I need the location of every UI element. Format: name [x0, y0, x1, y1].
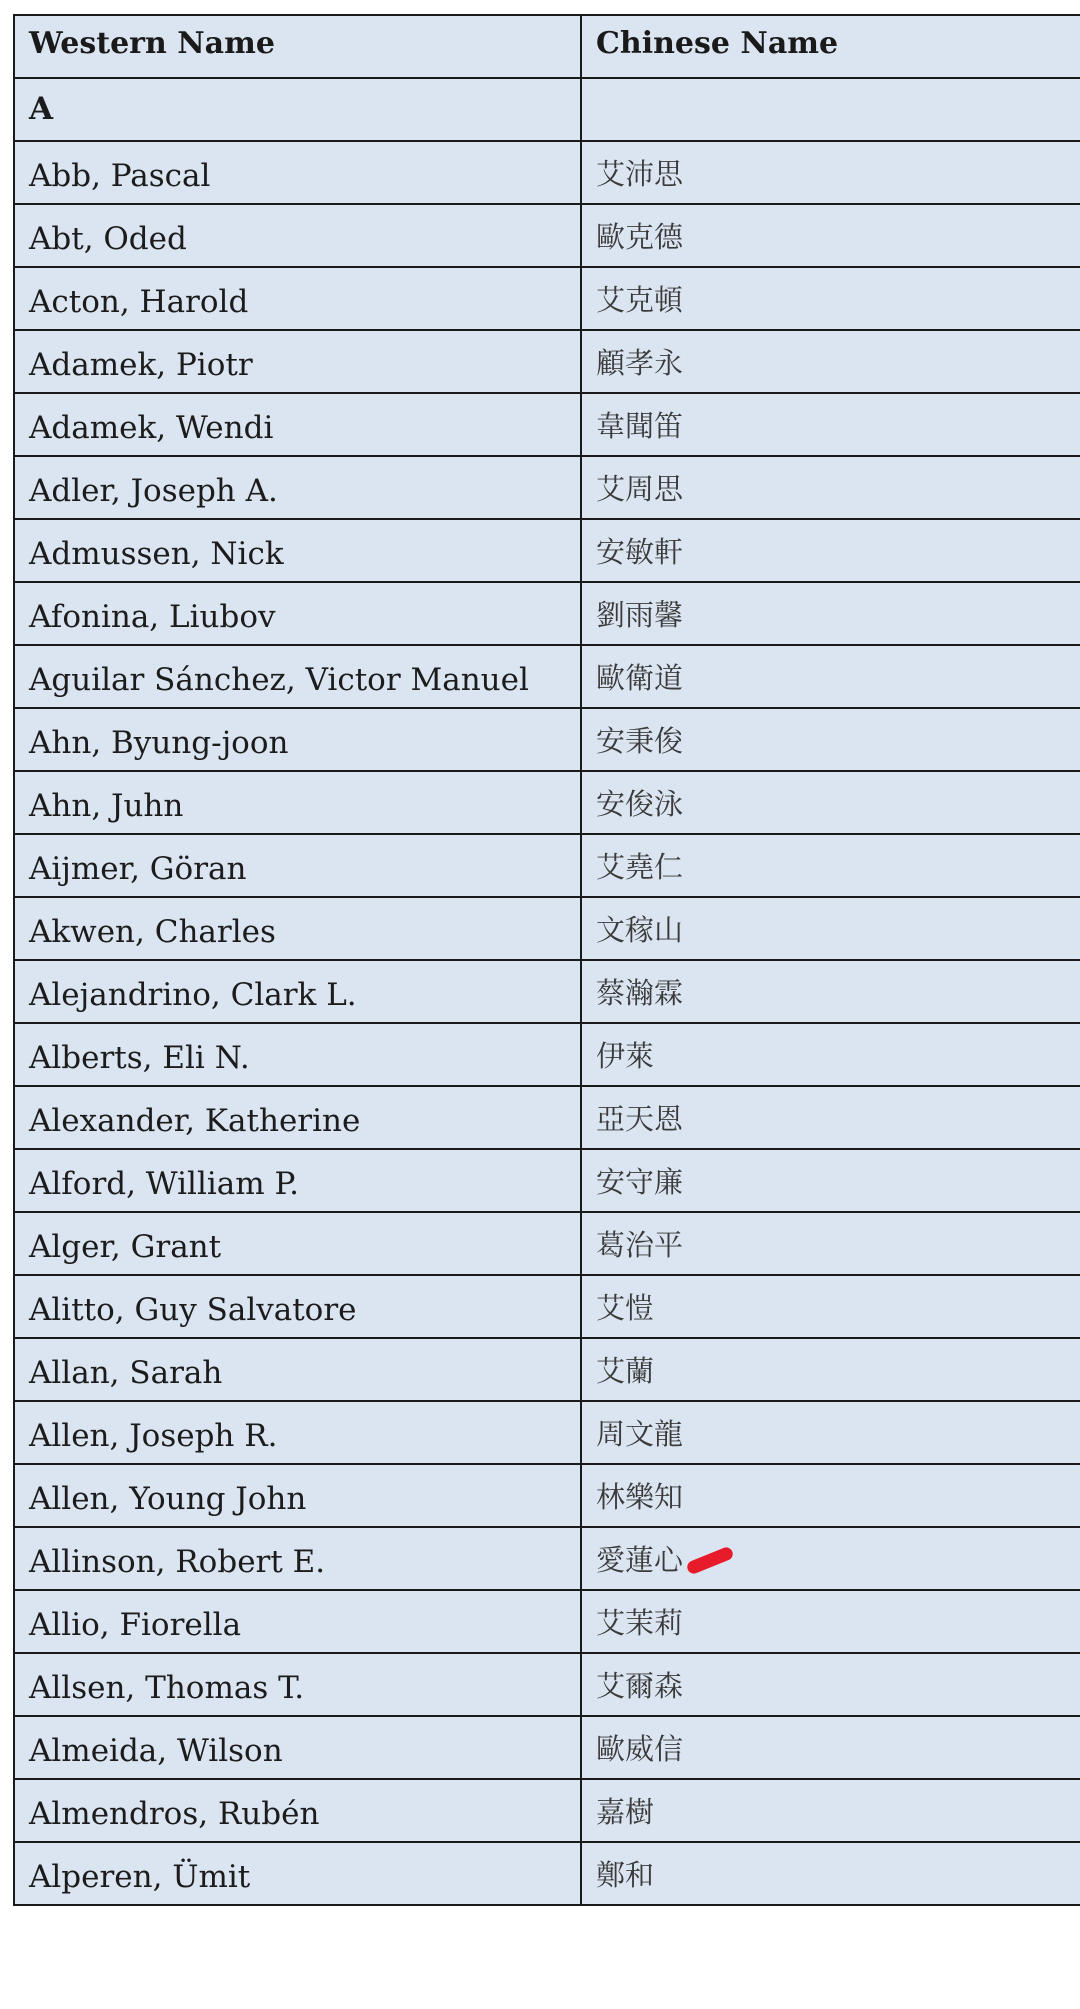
chinese-name-cell: [581, 834, 1080, 897]
western-name-cell: Alejandrino, Clark L.: [14, 960, 581, 1023]
table-row: [14, 582, 1080, 645]
table-row: [14, 141, 1080, 204]
chinese-name-cell: [581, 645, 1080, 708]
western-name-cell: Allsen, Thomas T.: [14, 1653, 581, 1716]
chinese-name-text: 艾茉莉: [596, 1606, 684, 1640]
table-row: [14, 393, 1080, 456]
western-name-cell: Abt, Oded: [14, 204, 581, 267]
table-row: [14, 1086, 1080, 1149]
chinese-name-cell: [581, 204, 1080, 267]
western-name-cell: Allan, Sarah: [14, 1338, 581, 1401]
chinese-name-text: 葛治平: [596, 1228, 684, 1262]
chinese-name-text: 艾克頓: [596, 283, 684, 317]
table-row: [14, 330, 1080, 393]
chinese-name-text: 劉雨馨: [596, 598, 684, 632]
table-row: [14, 1590, 1080, 1653]
western-name-cell: Ahn, Byung-joon: [14, 708, 581, 771]
western-name-cell: Alitto, Guy Salvatore: [14, 1275, 581, 1338]
table-row: [14, 1401, 1080, 1464]
chinese-name-text: 艾爾森: [596, 1669, 684, 1703]
table-row: [14, 1527, 1080, 1590]
chinese-name-text: 顧孝永: [596, 346, 684, 380]
table-row: [14, 771, 1080, 834]
western-name-cell: Alger, Grant: [14, 1212, 581, 1275]
table-row: [14, 204, 1080, 267]
table-row: [14, 1653, 1080, 1716]
table-row: [14, 1842, 1080, 1905]
western-name-cell: Admussen, Nick: [14, 519, 581, 582]
western-name-cell: Alexander, Katherine: [14, 1086, 581, 1149]
chinese-name-cell: [581, 1527, 1080, 1590]
chinese-name-text: 安敏軒: [596, 535, 684, 569]
chinese-name-cell: [581, 771, 1080, 834]
table-row: [14, 1779, 1080, 1842]
table-viewport: [0, 14, 1080, 1984]
western-name-cell: Adamek, Piotr: [14, 330, 581, 393]
chinese-name-text: 歐衛道: [596, 661, 684, 695]
red-highlight-mark: [685, 1545, 734, 1575]
chinese-name-text: 艾愷: [596, 1291, 655, 1325]
chinese-name-text: 艾沛思: [596, 157, 684, 191]
western-name-cell: Alberts, Eli N.: [14, 1023, 581, 1086]
chinese-name-text: 蔡瀚霖: [596, 976, 684, 1010]
header-chinese-name: Chinese Name: [581, 15, 1080, 78]
western-name-cell: Almendros, Rubén: [14, 1779, 581, 1842]
chinese-name-cell: [581, 897, 1080, 960]
table-row: [14, 456, 1080, 519]
western-name-cell: Akwen, Charles: [14, 897, 581, 960]
chinese-name-text: 文稼山: [596, 913, 684, 947]
chinese-name-cell: [581, 141, 1080, 204]
header-row: [14, 15, 1080, 78]
table-row: [14, 708, 1080, 771]
chinese-name-text: 艾堯仁: [596, 850, 684, 884]
western-name-cell: Aguilar Sánchez, Victor Manuel: [14, 645, 581, 708]
table-row: [14, 834, 1080, 897]
chinese-name-cell: [581, 1023, 1080, 1086]
chinese-name-cell: [581, 1779, 1080, 1842]
chinese-name-text: 鄭和: [596, 1858, 655, 1892]
chinese-name-text: 韋聞笛: [596, 409, 684, 443]
western-name-cell: Abb, Pascal: [14, 141, 581, 204]
chinese-name-cell: [581, 519, 1080, 582]
western-name-cell: Allio, Fiorella: [14, 1590, 581, 1653]
chinese-name-text: 歐威信: [596, 1732, 684, 1766]
section-row: [14, 78, 1080, 141]
table-body: [14, 78, 1080, 1905]
chinese-name-cell: [581, 1275, 1080, 1338]
chinese-name-cell: [581, 1590, 1080, 1653]
western-name-cell: Acton, Harold: [14, 267, 581, 330]
chinese-name-text: 艾蘭: [596, 1354, 655, 1388]
chinese-name-text: 艾周思: [596, 472, 684, 506]
table-row: [14, 1212, 1080, 1275]
chinese-name-cell: [581, 708, 1080, 771]
western-name-cell: Almeida, Wilson: [14, 1716, 581, 1779]
section-letter: A: [14, 78, 581, 141]
table-row: [14, 519, 1080, 582]
table-row: [14, 1023, 1080, 1086]
chinese-name-text: 周文龍: [596, 1417, 684, 1451]
chinese-name-cell: [581, 456, 1080, 519]
chinese-name-cell: [581, 1086, 1080, 1149]
chinese-name-text: 歐克德: [596, 220, 684, 254]
chinese-name-cell: [581, 267, 1080, 330]
chinese-name-text: 嘉樹: [596, 1795, 655, 1829]
western-name-cell: Afonina, Liubov: [14, 582, 581, 645]
western-name-cell: Allinson, Robert E.: [14, 1527, 581, 1590]
chinese-name-cell: [581, 1401, 1080, 1464]
chinese-name-text: 亞天恩: [596, 1102, 684, 1136]
table-row: [14, 645, 1080, 708]
western-name-cell: Aijmer, Göran: [14, 834, 581, 897]
chinese-name-text: 愛蓮心: [596, 1543, 684, 1577]
western-name-cell: Ahn, Juhn: [14, 771, 581, 834]
table-row: [14, 1464, 1080, 1527]
table-row: [14, 897, 1080, 960]
chinese-name-text: 安俊泳: [596, 787, 684, 821]
table-row: [14, 1149, 1080, 1212]
chinese-name-cell: [581, 1338, 1080, 1401]
table-row: [14, 960, 1080, 1023]
western-name-cell: Allen, Young John: [14, 1464, 581, 1527]
chinese-name-text: 安秉俊: [596, 724, 684, 758]
chinese-name-text: 安守廉: [596, 1165, 684, 1199]
chinese-name-cell: [581, 582, 1080, 645]
chinese-name-cell: [581, 393, 1080, 456]
western-name-cell: Allen, Joseph R.: [14, 1401, 581, 1464]
chinese-name-cell: [581, 1464, 1080, 1527]
western-name-cell: Alford, William P.: [14, 1149, 581, 1212]
chinese-name-cell: [581, 1653, 1080, 1716]
chinese-name-text: 伊萊: [596, 1039, 655, 1073]
chinese-name-cell: [581, 1212, 1080, 1275]
chinese-name-cell: [581, 330, 1080, 393]
western-name-cell: Alperen, Ümit: [14, 1842, 581, 1905]
chinese-name-text: 林樂知: [596, 1480, 684, 1514]
table-row: [14, 267, 1080, 330]
western-name-cell: Adler, Joseph A.: [14, 456, 581, 519]
name-table: [13, 14, 1080, 1906]
chinese-name-cell: [581, 1149, 1080, 1212]
chinese-name-cell: [581, 960, 1080, 1023]
western-name-cell: Adamek, Wendi: [14, 393, 581, 456]
chinese-name-cell: [581, 1716, 1080, 1779]
header-western-name: Western Name: [14, 15, 581, 78]
chinese-name-cell: [581, 1842, 1080, 1905]
table-row: [14, 1275, 1080, 1338]
table-row: [14, 1338, 1080, 1401]
section-empty-cell: [581, 78, 1080, 141]
table-row: [14, 1716, 1080, 1779]
